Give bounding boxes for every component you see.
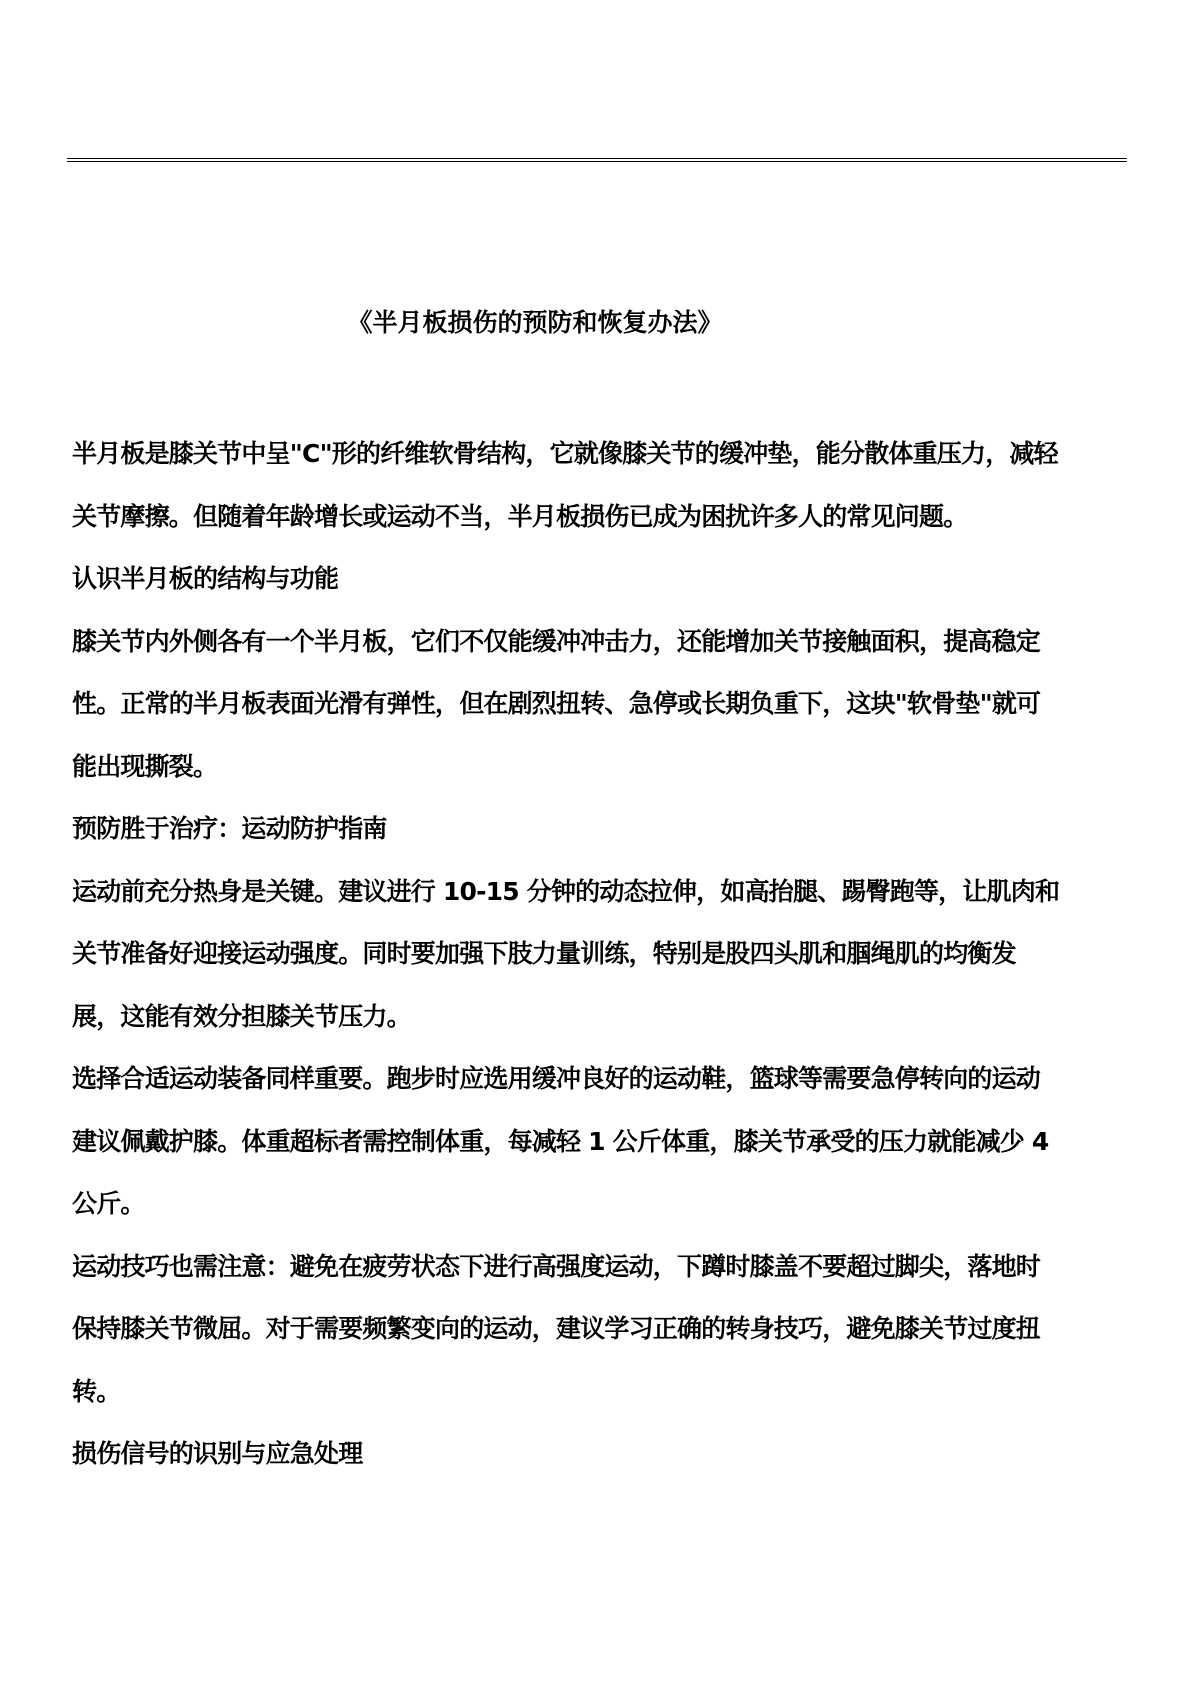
paragraph-equipment: 选择合适运动装备同样重要。跑步时应选用缓冲良好的运动鞋，篮球等需要急停转向的运动建议佩戴护膝。体重超标者需控制体重，每减轻 1 公斤体重，膝关节承受的压力就能减少 4 公斤。 <box>72 1064 1049 1218</box>
section-heading-structure: 认识半月板的结构与功能 <box>72 564 339 593</box>
document-title: 《半月板损伤的预防和恢复办法》 <box>347 308 723 337</box>
document-body <box>72 423 1060 1486</box>
paragraph-intro: 半月板是膝关节中呈"C"形的纤维软骨结构，它就像膝关节的缓冲垫，能分散体重压力，减轻关节摩擦。但随着年龄增长或运动不当，半月板损伤已成为困扰许多人的常见问题。 <box>72 439 1058 531</box>
paragraph-technique: 运动技巧也需注意：避免在疲劳状态下进行高强度运动，下蹲时膝盖不要超过脚尖，落地时保持膝关节微屈。对于需要频繁变向的运动，建议学习正确的转身技巧，避免膝关节过度扭转。 <box>72 1251 1041 1406</box>
section-heading-injury-signals: 损伤信号的识别与应急处理 <box>72 1439 363 1468</box>
section-heading-prevention: 预防胜于治疗：运动防护指南 <box>72 814 387 843</box>
paragraph-warmup: 运动前充分热身是关键。建议进行 10-15 分钟的动态拉伸，如高抬腿、踢臀跑等，让肌肉和关节准备好迎接运动强度。同时要加强下肢力量训练，特别是股四头肌和腘绳肌的均衡发展，这能有效分担膝关节压力。 <box>72 876 1060 1031</box>
paragraph-structure: 膝关节内外侧各有一个半月板，它们不仅能缓冲冲击力，还能增加关节接触面积，提高稳定性。正常的半月板表面光滑有弹性，但在剧烈扭转、急停或长期负重下，这块"软骨垫"就可能出现撕裂。 <box>72 626 1041 781</box>
header-rule <box>67 158 1127 162</box>
